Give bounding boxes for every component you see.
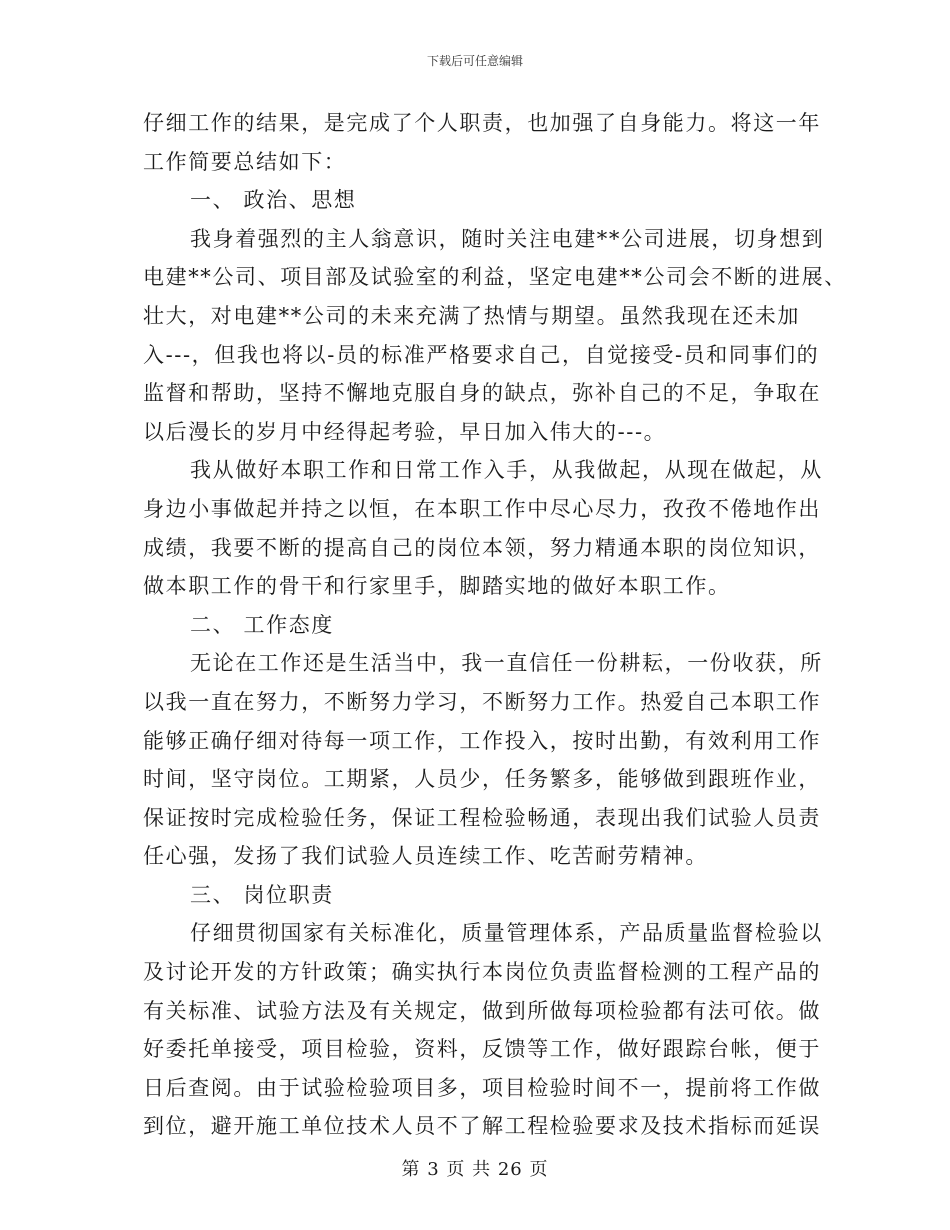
text-line: 时间，坚守岗位。工期紧，人员少，任务繁多，能够做到跟班作业， bbox=[143, 767, 821, 792]
text-line: 我身着强烈的主人翁意识，随时关注电建**公司进展，切身想到 bbox=[190, 226, 825, 251]
text-line: 以我一直在努力，不断努力学习，不断努力工作。热爱自己本职工作 bbox=[143, 689, 821, 714]
text-line: 保证按时完成检验任务，保证工程检验畅通，表现出我们试验人员责 bbox=[143, 805, 821, 830]
text-line: 仔细工作的结果，是完成了个人职责，也加强了自身能力。将这一年 bbox=[143, 111, 821, 135]
text-line: 电建**公司、项目部及试验室的利益，坚定电建**公司会不断的进展、 bbox=[143, 265, 847, 290]
text-line: 监督和帮助，坚持不懈地克服自身的缺点，弥补自己的不足，争取在 bbox=[143, 381, 821, 406]
page-header: 下载后可任意编辑 bbox=[426, 54, 523, 68]
text-line: 有关标准、试验方法及有关规定，做到所做每项检验都有法可依。做 bbox=[143, 998, 821, 1023]
text-line: 成绩，我要不断的提高自己的岗位本领，努力精通本职的岗位知识， bbox=[143, 535, 821, 560]
text-line: 二、 工作态度 bbox=[190, 612, 334, 637]
text-line: 到位，避开施工单位技术人员不了解工程检验要求及技术指标而延误 bbox=[143, 1114, 821, 1139]
text-line: 壮大，对电建**公司的未来充满了热情与期望。虽然我现在还未加 bbox=[143, 303, 800, 328]
text-line: 入---，但我也将以-员的标准严格要求自己，自觉接受-员和同事们的 bbox=[143, 342, 820, 367]
text-line: 仔细贯彻国家有关标准化，质量管理体系，产品质量监督检验以 bbox=[190, 921, 823, 946]
text-line: 日后查阅。由于试验检验项目多，项目检验时间不一，提前将工作做 bbox=[143, 1075, 821, 1100]
text-line: 任心强，发扬了我们试验人员连续工作、吃苦耐劳精神。 bbox=[143, 844, 708, 869]
text-line: 好委托单接受，项目检验，资料，反馈等工作，做好跟踪台帐，便于 bbox=[143, 1037, 821, 1062]
text-line: 做本职工作的骨干和行家里手，脚踏实地的做好本职工作。 bbox=[143, 574, 731, 599]
text-line: 以后漫长的岁月中经得起考验，早日加入伟大的---。 bbox=[143, 419, 667, 444]
text-line: 身边小事做起并持之以恒，在本职工作中尽心尽力，孜孜不倦地作出 bbox=[143, 496, 821, 521]
text-line: 工作简要总结如下： bbox=[143, 149, 347, 174]
text-line: 三、 岗位职责 bbox=[190, 882, 334, 907]
text-line: 能够正确仔细对待每一项工作，工作投入，按时出勤，有效利用工作 bbox=[143, 728, 821, 753]
page-footer: 第 3 页 共 26 页 bbox=[401, 1159, 549, 1180]
text-line: 我从做好本职工作和日常工作入手，从我做起，从现在做起，从 bbox=[190, 458, 823, 483]
text-line: 无论在工作还是生活当中，我一直信任一份耕耘，一份收获，所 bbox=[190, 651, 823, 676]
text-line: 及讨论开发的方针政策；确实执行本岗位负责监督检测的工程产品的 bbox=[143, 960, 821, 985]
text-line: 一、 政治、思想 bbox=[190, 188, 357, 213]
document-body bbox=[143, 104, 847, 1146]
